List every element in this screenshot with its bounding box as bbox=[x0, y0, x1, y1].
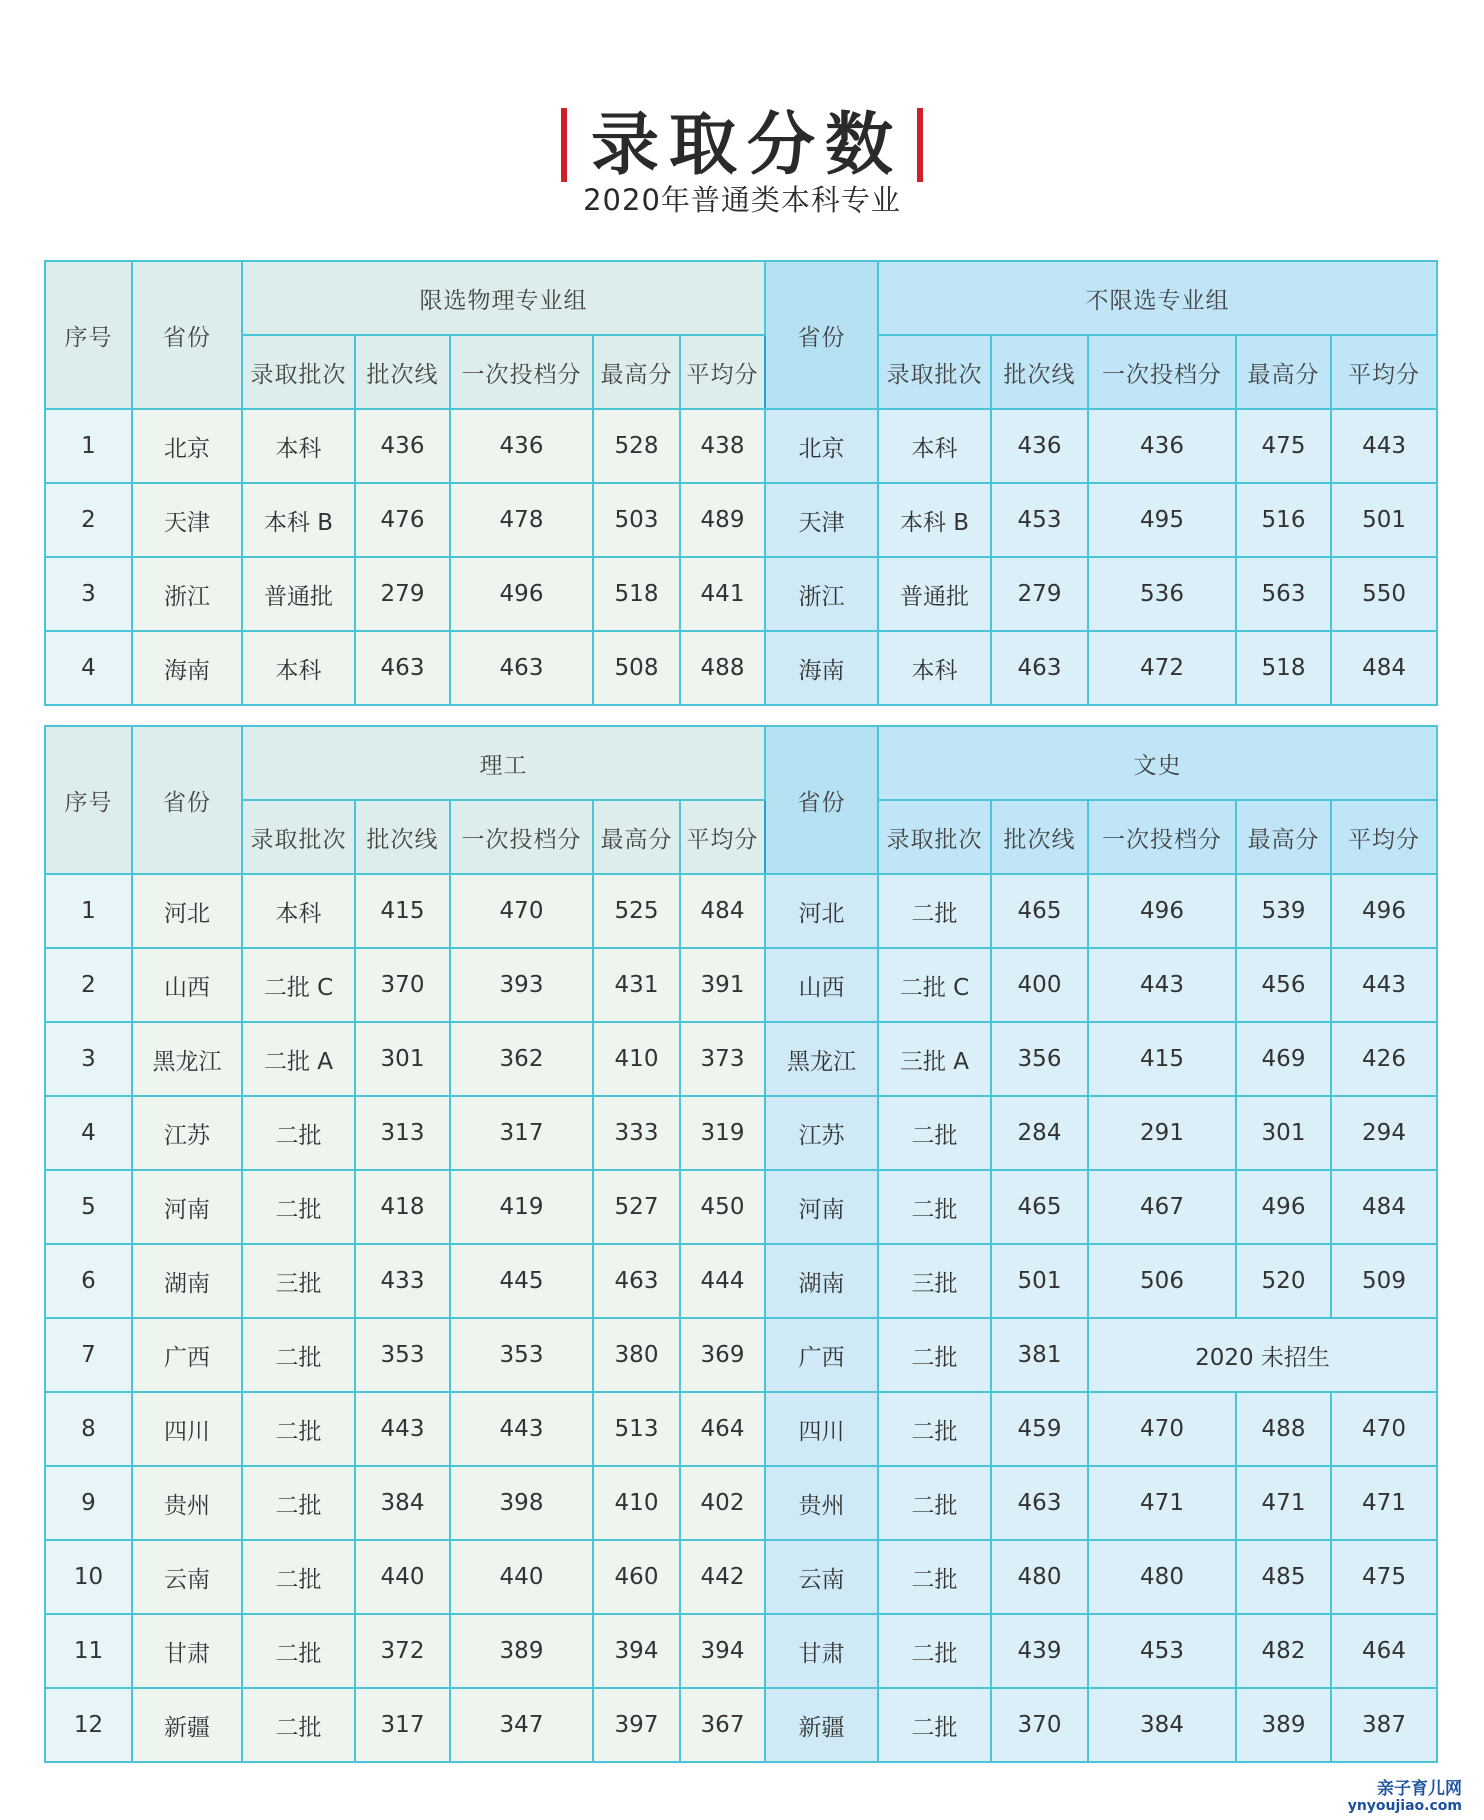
cell-max-score-right: 389 bbox=[1236, 1688, 1331, 1762]
table-row bbox=[45, 483, 1437, 557]
cell-province: 海南 bbox=[132, 631, 242, 705]
table-row bbox=[45, 1318, 1437, 1392]
score-table-physics bbox=[44, 260, 1438, 706]
cell-batch: 本科 bbox=[242, 874, 355, 948]
cell-first-score: 389 bbox=[450, 1614, 593, 1688]
table-row bbox=[45, 1688, 1437, 1762]
cell-batch: 普通批 bbox=[242, 557, 355, 631]
cell-index: 2 bbox=[45, 948, 132, 1022]
cell-avg-score-right: 550 bbox=[1331, 557, 1437, 631]
cell-province-right: 海南 bbox=[765, 631, 878, 705]
cell-max-score: 527 bbox=[593, 1170, 680, 1244]
cell-batch-right: 本科 bbox=[878, 409, 991, 483]
cell-province-right: 河南 bbox=[765, 1170, 878, 1244]
cell-avg-score-right: 509 bbox=[1331, 1244, 1437, 1318]
cell-max-score-right: 518 bbox=[1236, 631, 1331, 705]
cell-avg-score: 394 bbox=[680, 1614, 765, 1688]
cell-batch-line: 433 bbox=[355, 1244, 450, 1318]
cell-index: 2 bbox=[45, 483, 132, 557]
cell-first-score: 445 bbox=[450, 1244, 593, 1318]
cell-avg-score-right: 484 bbox=[1331, 631, 1437, 705]
cell-batch-right: 二批 bbox=[878, 1614, 991, 1688]
cell-batch-right: 二批 bbox=[878, 1096, 991, 1170]
cell-batch-line-right: 463 bbox=[991, 631, 1088, 705]
cell-batch-line: 353 bbox=[355, 1318, 450, 1392]
cell-avg-score: 438 bbox=[680, 409, 765, 483]
cell-province: 四川 bbox=[132, 1392, 242, 1466]
cell-max-score: 503 bbox=[593, 483, 680, 557]
table-row bbox=[45, 1540, 1437, 1614]
header-batch-line: 批次线 bbox=[355, 335, 450, 409]
cell-max-score: 394 bbox=[593, 1614, 680, 1688]
cell-max-score-right: 516 bbox=[1236, 483, 1331, 557]
cell-index: 12 bbox=[45, 1688, 132, 1762]
cell-max-score-right: 563 bbox=[1236, 557, 1331, 631]
cell-batch-line-right: 463 bbox=[991, 1466, 1088, 1540]
header-batch-line-right: 批次线 bbox=[991, 800, 1088, 874]
cell-province: 甘肃 bbox=[132, 1614, 242, 1688]
cell-avg-score-right: 471 bbox=[1331, 1466, 1437, 1540]
header-index: 序号 bbox=[45, 726, 132, 874]
header-batch-right: 录取批次 bbox=[878, 335, 991, 409]
cell-avg-score: 489 bbox=[680, 483, 765, 557]
cell-max-score: 460 bbox=[593, 1540, 680, 1614]
cell-max-score: 397 bbox=[593, 1688, 680, 1762]
cell-province: 湖南 bbox=[132, 1244, 242, 1318]
title-right-bar bbox=[917, 108, 923, 182]
page-title bbox=[561, 100, 923, 190]
cell-batch-line-right: 459 bbox=[991, 1392, 1088, 1466]
cell-first-score: 347 bbox=[450, 1688, 593, 1762]
cell-max-score: 518 bbox=[593, 557, 680, 631]
cell-avg-score-right: 443 bbox=[1331, 948, 1437, 1022]
score-table-science-arts bbox=[44, 725, 1438, 1763]
cell-avg-score: 464 bbox=[680, 1392, 765, 1466]
cell-batch-right: 二批 bbox=[878, 1318, 991, 1392]
cell-note-right: 2020 未招生 bbox=[1088, 1318, 1437, 1392]
table-row bbox=[45, 948, 1437, 1022]
cell-max-score: 380 bbox=[593, 1318, 680, 1392]
cell-index: 7 bbox=[45, 1318, 132, 1392]
cell-max-score-right: 301 bbox=[1236, 1096, 1331, 1170]
header-avg-score: 平均分 bbox=[680, 335, 765, 409]
cell-avg-score-right: 443 bbox=[1331, 409, 1437, 483]
cell-first-score: 463 bbox=[450, 631, 593, 705]
cell-avg-score: 450 bbox=[680, 1170, 765, 1244]
watermark-line2: ynyoujiao.com bbox=[1347, 1798, 1462, 1815]
cell-index: 5 bbox=[45, 1170, 132, 1244]
cell-batch-right: 二批 bbox=[878, 1170, 991, 1244]
cell-index: 4 bbox=[45, 631, 132, 705]
cell-max-score: 431 bbox=[593, 948, 680, 1022]
cell-batch-line-right: 439 bbox=[991, 1614, 1088, 1688]
cell-batch: 二批 bbox=[242, 1688, 355, 1762]
cell-batch: 三批 bbox=[242, 1244, 355, 1318]
cell-first-score: 398 bbox=[450, 1466, 593, 1540]
cell-avg-score-right: 294 bbox=[1331, 1096, 1437, 1170]
cell-max-score-right: 469 bbox=[1236, 1022, 1331, 1096]
cell-avg-score: 488 bbox=[680, 631, 765, 705]
header-right-group: 文史 bbox=[878, 726, 1437, 800]
cell-max-score: 333 bbox=[593, 1096, 680, 1170]
cell-index: 3 bbox=[45, 1022, 132, 1096]
cell-avg-score: 367 bbox=[680, 1688, 765, 1762]
cell-first-score: 317 bbox=[450, 1096, 593, 1170]
cell-province: 广西 bbox=[132, 1318, 242, 1392]
header-max-score: 最高分 bbox=[593, 335, 680, 409]
cell-first-score: 443 bbox=[450, 1392, 593, 1466]
cell-first-score-right: 472 bbox=[1088, 631, 1236, 705]
table-row bbox=[45, 409, 1437, 483]
cell-first-score: 478 bbox=[450, 483, 593, 557]
cell-province-right: 山西 bbox=[765, 948, 878, 1022]
cell-batch-line-right: 356 bbox=[991, 1022, 1088, 1096]
cell-max-score-right: 485 bbox=[1236, 1540, 1331, 1614]
cell-avg-score-right: 475 bbox=[1331, 1540, 1437, 1614]
watermark-line1: 亲子育儿网 bbox=[1377, 1779, 1462, 1800]
cell-batch-line-right: 453 bbox=[991, 483, 1088, 557]
cell-max-score-right: 471 bbox=[1236, 1466, 1331, 1540]
header-index: 序号 bbox=[45, 261, 132, 409]
cell-first-score-right: 453 bbox=[1088, 1614, 1236, 1688]
header-batch: 录取批次 bbox=[242, 335, 355, 409]
table-row bbox=[45, 1244, 1437, 1318]
page-title-block bbox=[0, 100, 1484, 190]
cell-batch-line: 476 bbox=[355, 483, 450, 557]
cell-batch-line-right: 370 bbox=[991, 1688, 1088, 1762]
cell-batch: 二批 A bbox=[242, 1022, 355, 1096]
cell-batch-right: 二批 bbox=[878, 874, 991, 948]
table-row bbox=[45, 557, 1437, 631]
cell-avg-score: 484 bbox=[680, 874, 765, 948]
cell-first-score: 440 bbox=[450, 1540, 593, 1614]
cell-province: 江苏 bbox=[132, 1096, 242, 1170]
cell-first-score: 362 bbox=[450, 1022, 593, 1096]
cell-batch-line: 415 bbox=[355, 874, 450, 948]
cell-first-score-right: 506 bbox=[1088, 1244, 1236, 1318]
cell-avg-score: 441 bbox=[680, 557, 765, 631]
cell-province-right: 北京 bbox=[765, 409, 878, 483]
header-avg-score-right: 平均分 bbox=[1331, 800, 1437, 874]
cell-province: 河南 bbox=[132, 1170, 242, 1244]
cell-index: 9 bbox=[45, 1466, 132, 1540]
cell-first-score-right: 471 bbox=[1088, 1466, 1236, 1540]
table-row bbox=[45, 874, 1437, 948]
cell-index: 1 bbox=[45, 874, 132, 948]
cell-batch: 二批 C bbox=[242, 948, 355, 1022]
cell-avg-score-right: 426 bbox=[1331, 1022, 1437, 1096]
cell-batch-right: 二批 C bbox=[878, 948, 991, 1022]
header-first-score-right: 一次投档分 bbox=[1088, 335, 1236, 409]
cell-index: 1 bbox=[45, 409, 132, 483]
cell-province: 新疆 bbox=[132, 1688, 242, 1762]
table-row bbox=[45, 1170, 1437, 1244]
cell-batch-right: 三批 bbox=[878, 1244, 991, 1318]
cell-batch-right: 普通批 bbox=[878, 557, 991, 631]
cell-max-score: 513 bbox=[593, 1392, 680, 1466]
cell-avg-score: 442 bbox=[680, 1540, 765, 1614]
cell-index: 10 bbox=[45, 1540, 132, 1614]
cell-province-right: 天津 bbox=[765, 483, 878, 557]
cell-first-score: 496 bbox=[450, 557, 593, 631]
cell-index: 4 bbox=[45, 1096, 132, 1170]
cell-batch-right: 二批 bbox=[878, 1540, 991, 1614]
header-max-score: 最高分 bbox=[593, 800, 680, 874]
cell-first-score-right: 480 bbox=[1088, 1540, 1236, 1614]
cell-max-score: 525 bbox=[593, 874, 680, 948]
cell-batch-line: 279 bbox=[355, 557, 450, 631]
cell-batch-line-right: 436 bbox=[991, 409, 1088, 483]
cell-max-score: 528 bbox=[593, 409, 680, 483]
cell-avg-score-right: 470 bbox=[1331, 1392, 1437, 1466]
cell-max-score: 410 bbox=[593, 1022, 680, 1096]
header-max-score-right: 最高分 bbox=[1236, 335, 1331, 409]
cell-avg-score-right: 464 bbox=[1331, 1614, 1437, 1688]
cell-batch-line: 317 bbox=[355, 1688, 450, 1762]
header-province-right: 省份 bbox=[765, 261, 878, 409]
cell-max-score-right: 520 bbox=[1236, 1244, 1331, 1318]
cell-batch-right: 本科 bbox=[878, 631, 991, 705]
cell-batch: 二批 bbox=[242, 1466, 355, 1540]
table-row bbox=[45, 631, 1437, 705]
cell-avg-score: 391 bbox=[680, 948, 765, 1022]
cell-first-score: 353 bbox=[450, 1318, 593, 1392]
cell-province-right: 广西 bbox=[765, 1318, 878, 1392]
cell-max-score-right: 456 bbox=[1236, 948, 1331, 1022]
cell-batch-line-right: 400 bbox=[991, 948, 1088, 1022]
cell-province-right: 黑龙江 bbox=[765, 1022, 878, 1096]
cell-province-right: 贵州 bbox=[765, 1466, 878, 1540]
cell-batch-line: 384 bbox=[355, 1466, 450, 1540]
header-province-right: 省份 bbox=[765, 726, 878, 874]
cell-batch-line: 370 bbox=[355, 948, 450, 1022]
cell-batch-right: 二批 bbox=[878, 1392, 991, 1466]
header-max-score-right: 最高分 bbox=[1236, 800, 1331, 874]
cell-first-score-right: 291 bbox=[1088, 1096, 1236, 1170]
cell-batch: 二批 bbox=[242, 1170, 355, 1244]
cell-avg-score-right: 501 bbox=[1331, 483, 1437, 557]
cell-province-right: 河北 bbox=[765, 874, 878, 948]
header-batch-line-right: 批次线 bbox=[991, 335, 1088, 409]
cell-batch: 本科 bbox=[242, 631, 355, 705]
cell-batch-right: 二批 bbox=[878, 1688, 991, 1762]
cell-first-score: 419 bbox=[450, 1170, 593, 1244]
page-subtitle: 2020年普通类本科专业 bbox=[583, 183, 901, 217]
cell-province: 贵州 bbox=[132, 1466, 242, 1540]
cell-batch-line: 372 bbox=[355, 1614, 450, 1688]
header-province: 省份 bbox=[132, 726, 242, 874]
header-first-score-right: 一次投档分 bbox=[1088, 800, 1236, 874]
cell-batch-line: 313 bbox=[355, 1096, 450, 1170]
cell-batch-line-right: 465 bbox=[991, 1170, 1088, 1244]
cell-index: 6 bbox=[45, 1244, 132, 1318]
watermark bbox=[1348, 1781, 1462, 1814]
header-first-score: 一次投档分 bbox=[450, 800, 593, 874]
table-row bbox=[45, 1096, 1437, 1170]
header-right-group: 不限选专业组 bbox=[878, 261, 1437, 335]
cell-first-score: 436 bbox=[450, 409, 593, 483]
cell-batch-line-right: 501 bbox=[991, 1244, 1088, 1318]
header-batch: 录取批次 bbox=[242, 800, 355, 874]
header-first-score: 一次投档分 bbox=[450, 335, 593, 409]
header-province: 省份 bbox=[132, 261, 242, 409]
page-title-text: 录取分数 bbox=[590, 105, 903, 185]
cell-batch-line-right: 480 bbox=[991, 1540, 1088, 1614]
cell-batch-line-right: 284 bbox=[991, 1096, 1088, 1170]
cell-avg-score-right: 484 bbox=[1331, 1170, 1437, 1244]
cell-province: 北京 bbox=[132, 409, 242, 483]
cell-province-right: 云南 bbox=[765, 1540, 878, 1614]
cell-batch-right: 三批 A bbox=[878, 1022, 991, 1096]
cell-province-right: 浙江 bbox=[765, 557, 878, 631]
cell-first-score: 393 bbox=[450, 948, 593, 1022]
table-row bbox=[45, 1614, 1437, 1688]
cell-province: 山西 bbox=[132, 948, 242, 1022]
header-batch-line: 批次线 bbox=[355, 800, 450, 874]
cell-province-right: 甘肃 bbox=[765, 1614, 878, 1688]
cell-max-score: 410 bbox=[593, 1466, 680, 1540]
cell-province-right: 江苏 bbox=[765, 1096, 878, 1170]
cell-province-right: 四川 bbox=[765, 1392, 878, 1466]
cell-batch: 二批 bbox=[242, 1614, 355, 1688]
cell-first-score-right: 384 bbox=[1088, 1688, 1236, 1762]
cell-first-score-right: 436 bbox=[1088, 409, 1236, 483]
header-avg-score: 平均分 bbox=[680, 800, 765, 874]
cell-batch: 二批 bbox=[242, 1540, 355, 1614]
cell-avg-score-right: 387 bbox=[1331, 1688, 1437, 1762]
table-row bbox=[45, 1022, 1437, 1096]
cell-first-score-right: 496 bbox=[1088, 874, 1236, 948]
cell-index: 11 bbox=[45, 1614, 132, 1688]
cell-batch-line-right: 465 bbox=[991, 874, 1088, 948]
cell-batch: 本科 B bbox=[242, 483, 355, 557]
cell-batch-line: 443 bbox=[355, 1392, 450, 1466]
cell-max-score-right: 475 bbox=[1236, 409, 1331, 483]
cell-batch-line: 301 bbox=[355, 1022, 450, 1096]
title-left-bar bbox=[561, 108, 567, 182]
cell-avg-score: 402 bbox=[680, 1466, 765, 1540]
cell-batch-line-right: 279 bbox=[991, 557, 1088, 631]
cell-first-score-right: 467 bbox=[1088, 1170, 1236, 1244]
cell-province: 天津 bbox=[132, 483, 242, 557]
cell-batch: 本科 bbox=[242, 409, 355, 483]
cell-first-score-right: 536 bbox=[1088, 557, 1236, 631]
cell-first-score-right: 495 bbox=[1088, 483, 1236, 557]
cell-province: 黑龙江 bbox=[132, 1022, 242, 1096]
cell-province: 云南 bbox=[132, 1540, 242, 1614]
cell-first-score-right: 470 bbox=[1088, 1392, 1236, 1466]
cell-province: 河北 bbox=[132, 874, 242, 948]
cell-province-right: 新疆 bbox=[765, 1688, 878, 1762]
cell-batch: 二批 bbox=[242, 1392, 355, 1466]
cell-province-right: 湖南 bbox=[765, 1244, 878, 1318]
cell-avg-score: 373 bbox=[680, 1022, 765, 1096]
cell-index: 8 bbox=[45, 1392, 132, 1466]
cell-avg-score-right: 496 bbox=[1331, 874, 1437, 948]
header-left-group: 限选物理专业组 bbox=[242, 261, 765, 335]
cell-avg-score: 369 bbox=[680, 1318, 765, 1392]
cell-index: 3 bbox=[45, 557, 132, 631]
cell-batch: 二批 bbox=[242, 1096, 355, 1170]
cell-first-score-right: 443 bbox=[1088, 948, 1236, 1022]
cell-max-score-right: 539 bbox=[1236, 874, 1331, 948]
cell-batch-line: 436 bbox=[355, 409, 450, 483]
cell-batch: 二批 bbox=[242, 1318, 355, 1392]
cell-max-score-right: 496 bbox=[1236, 1170, 1331, 1244]
cell-max-score: 463 bbox=[593, 1244, 680, 1318]
cell-batch-right: 本科 B bbox=[878, 483, 991, 557]
cell-batch-right: 二批 bbox=[878, 1466, 991, 1540]
cell-avg-score: 319 bbox=[680, 1096, 765, 1170]
header-avg-score-right: 平均分 bbox=[1331, 335, 1437, 409]
table-row bbox=[45, 1466, 1437, 1540]
cell-batch-line: 463 bbox=[355, 631, 450, 705]
header-left-group: 理工 bbox=[242, 726, 765, 800]
cell-first-score: 470 bbox=[450, 874, 593, 948]
cell-batch-line-right: 381 bbox=[991, 1318, 1088, 1392]
cell-first-score-right: 415 bbox=[1088, 1022, 1236, 1096]
cell-avg-score: 444 bbox=[680, 1244, 765, 1318]
cell-max-score: 508 bbox=[593, 631, 680, 705]
cell-province: 浙江 bbox=[132, 557, 242, 631]
cell-batch-line: 418 bbox=[355, 1170, 450, 1244]
cell-max-score-right: 482 bbox=[1236, 1614, 1331, 1688]
cell-batch-line: 440 bbox=[355, 1540, 450, 1614]
table-row bbox=[45, 1392, 1437, 1466]
header-batch-right: 录取批次 bbox=[878, 800, 991, 874]
cell-max-score-right: 488 bbox=[1236, 1392, 1331, 1466]
